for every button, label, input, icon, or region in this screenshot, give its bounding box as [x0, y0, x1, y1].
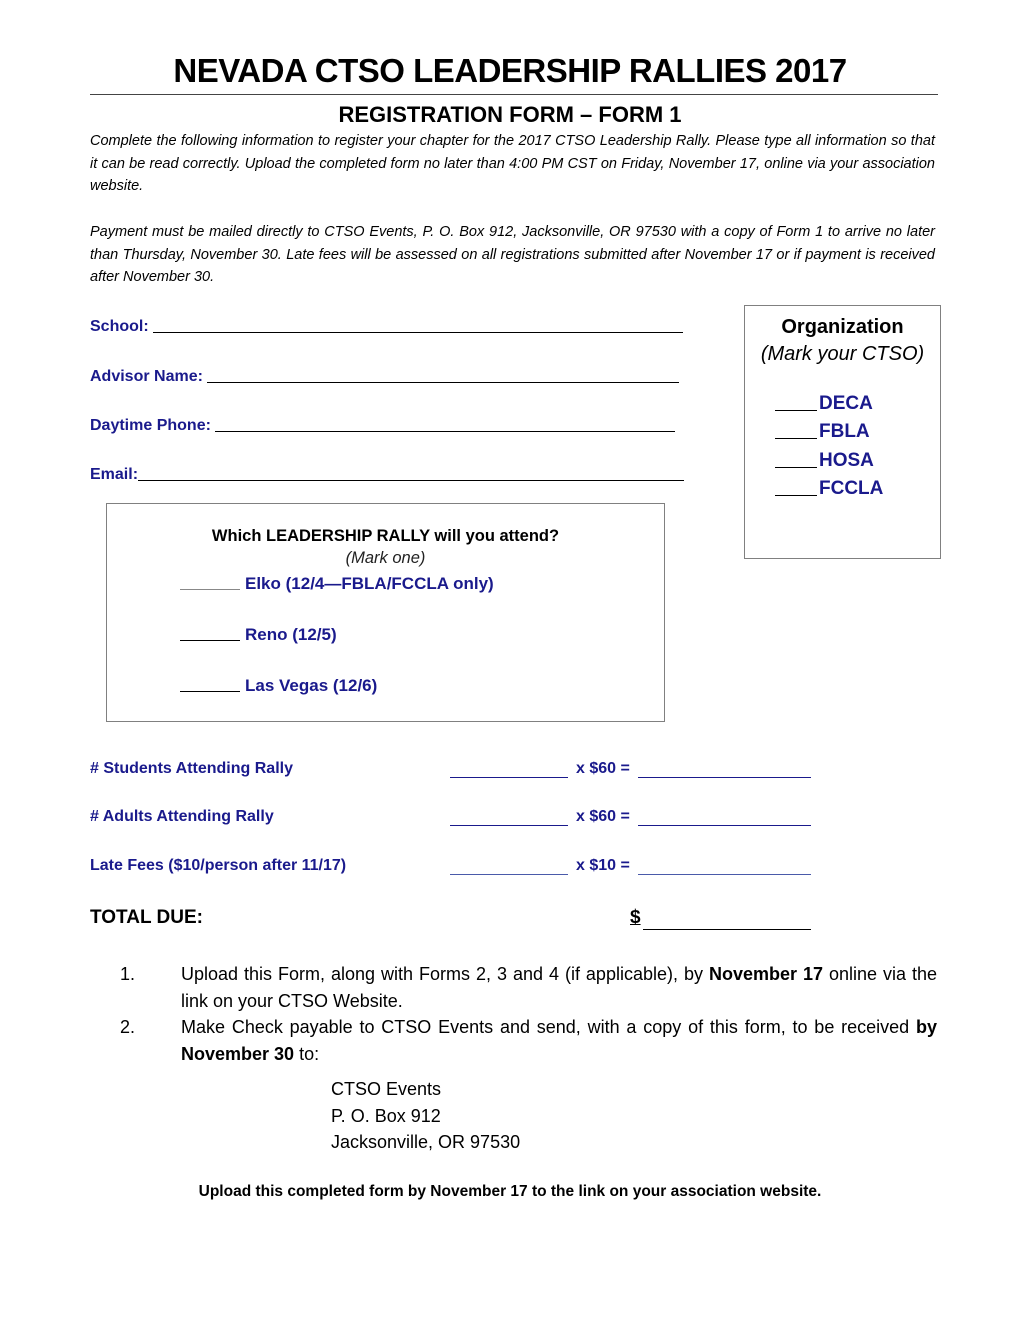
email-field[interactable]: [90, 466, 690, 484]
fccla-mark-blank[interactable]: [775, 495, 817, 496]
advisor-name-field[interactable]: [90, 368, 690, 386]
adults-fee-multiplier: x $60 =: [576, 808, 630, 825]
students-subtotal-blank[interactable]: [638, 777, 811, 778]
org-option-fccla[interactable]: FCCLA: [775, 472, 940, 501]
title-divider: [90, 94, 938, 95]
form-subtitle: REGISTRATION FORM – FORM 1: [338, 102, 682, 127]
students-fee-label: # Students Attending Rally: [90, 760, 293, 777]
page-title: NEVADA CTSO LEADERSHIP RALLIES 2017: [173, 52, 847, 89]
daytime-phone-input-line[interactable]: [215, 430, 675, 432]
footer-note: Upload this completed form by November 17 to the link on your association website.: [198, 1183, 822, 1200]
advisor-name-label: Advisor Name:: [90, 368, 203, 385]
advisor-name-input-line[interactable]: [207, 381, 679, 383]
late-subtotal-blank[interactable]: [638, 874, 811, 875]
instruction-item: 2. Make Check payable to CTSO Events and send, with a copy of this form, to be received by November 30 to:: [120, 1017, 937, 1064]
organization-title: Organization: [781, 316, 904, 338]
school-label: School:: [90, 318, 149, 335]
org-option-hosa[interactable]: HOSA: [775, 443, 940, 472]
school-field[interactable]: [90, 318, 690, 336]
late-fee-multiplier: x $10 =: [576, 857, 630, 874]
rally-option-elko[interactable]: Elko (12/4—FBLA/FCCLA only): [180, 568, 664, 594]
address-line: Jacksonville, OR 97530: [331, 1132, 521, 1152]
address-line: CTSO Events: [331, 1079, 442, 1099]
reno-mark-blank[interactable]: [180, 640, 240, 641]
adults-fee-label: # Adults Attending Rally: [90, 808, 274, 825]
fbla-mark-blank[interactable]: [775, 438, 817, 439]
instruction-item: 1. Upload this Form, along with Forms 2, 3 and 4 (if applicable), by November 17 online via the link on your CTSO Website.: [120, 964, 938, 1011]
daytime-phone-field[interactable]: [90, 417, 690, 435]
rally-subtitle: (Mark one): [345, 549, 426, 567]
email-label: Email:: [90, 466, 139, 483]
email-input-line[interactable]: [138, 479, 684, 481]
students-fee-multiplier: x $60 =: [576, 760, 630, 777]
rally-option-las-vegas[interactable]: Las Vegas (12/6): [180, 670, 664, 696]
elko-mark-blank[interactable]: [180, 589, 240, 590]
adults-count-blank[interactable]: [450, 825, 568, 826]
org-option-deca[interactable]: DECA: [775, 386, 940, 415]
school-input-line[interactable]: [153, 331, 683, 333]
daytime-phone-label: Daytime Phone:: [90, 417, 211, 434]
total-currency: $: [630, 907, 641, 928]
intro-paragraph: Complete the following information to register your chapter for the 2017 CTSO Leadership Rally. Please type all information so that it can be read correctly. Upload the completed form no later than 4:00 PM CST on Friday, November 17, online via your association website.: [90, 133, 935, 194]
mailing-address: [331, 1076, 520, 1156]
rally-option-reno[interactable]: Reno (12/5): [180, 619, 664, 645]
address-line: P. O. Box 912: [331, 1105, 441, 1126]
payment-paragraph: Payment must be mailed directly to CTSO Events, P. O. Box 912, Jacksonville, OR 97530 with a copy of Form 1 to arrive no later than Thursday, November 30. Late fees will be assessed on all registrations submitted after November 17 or if payment is received after November 30.: [90, 224, 935, 285]
total-due-blank[interactable]: [643, 929, 811, 930]
late-fee-label: Late Fees ($10/person after 11/17): [90, 857, 347, 874]
adults-subtotal-blank[interactable]: [638, 825, 811, 826]
organization-subtitle: (Mark your CTSO): [760, 343, 925, 365]
students-count-blank[interactable]: [450, 777, 568, 778]
late-count-blank[interactable]: [450, 874, 568, 875]
total-due-label: TOTAL DUE:: [90, 907, 203, 928]
rally-question: Which LEADERSHIP RALLY will you attend?: [211, 527, 560, 545]
las-vegas-mark-blank[interactable]: [180, 691, 240, 692]
organization-box: [744, 305, 941, 559]
deca-mark-blank[interactable]: [775, 410, 817, 411]
rally-box: [106, 503, 665, 722]
hosa-mark-blank[interactable]: [775, 467, 817, 468]
org-option-fbla[interactable]: FBLA: [775, 415, 940, 444]
